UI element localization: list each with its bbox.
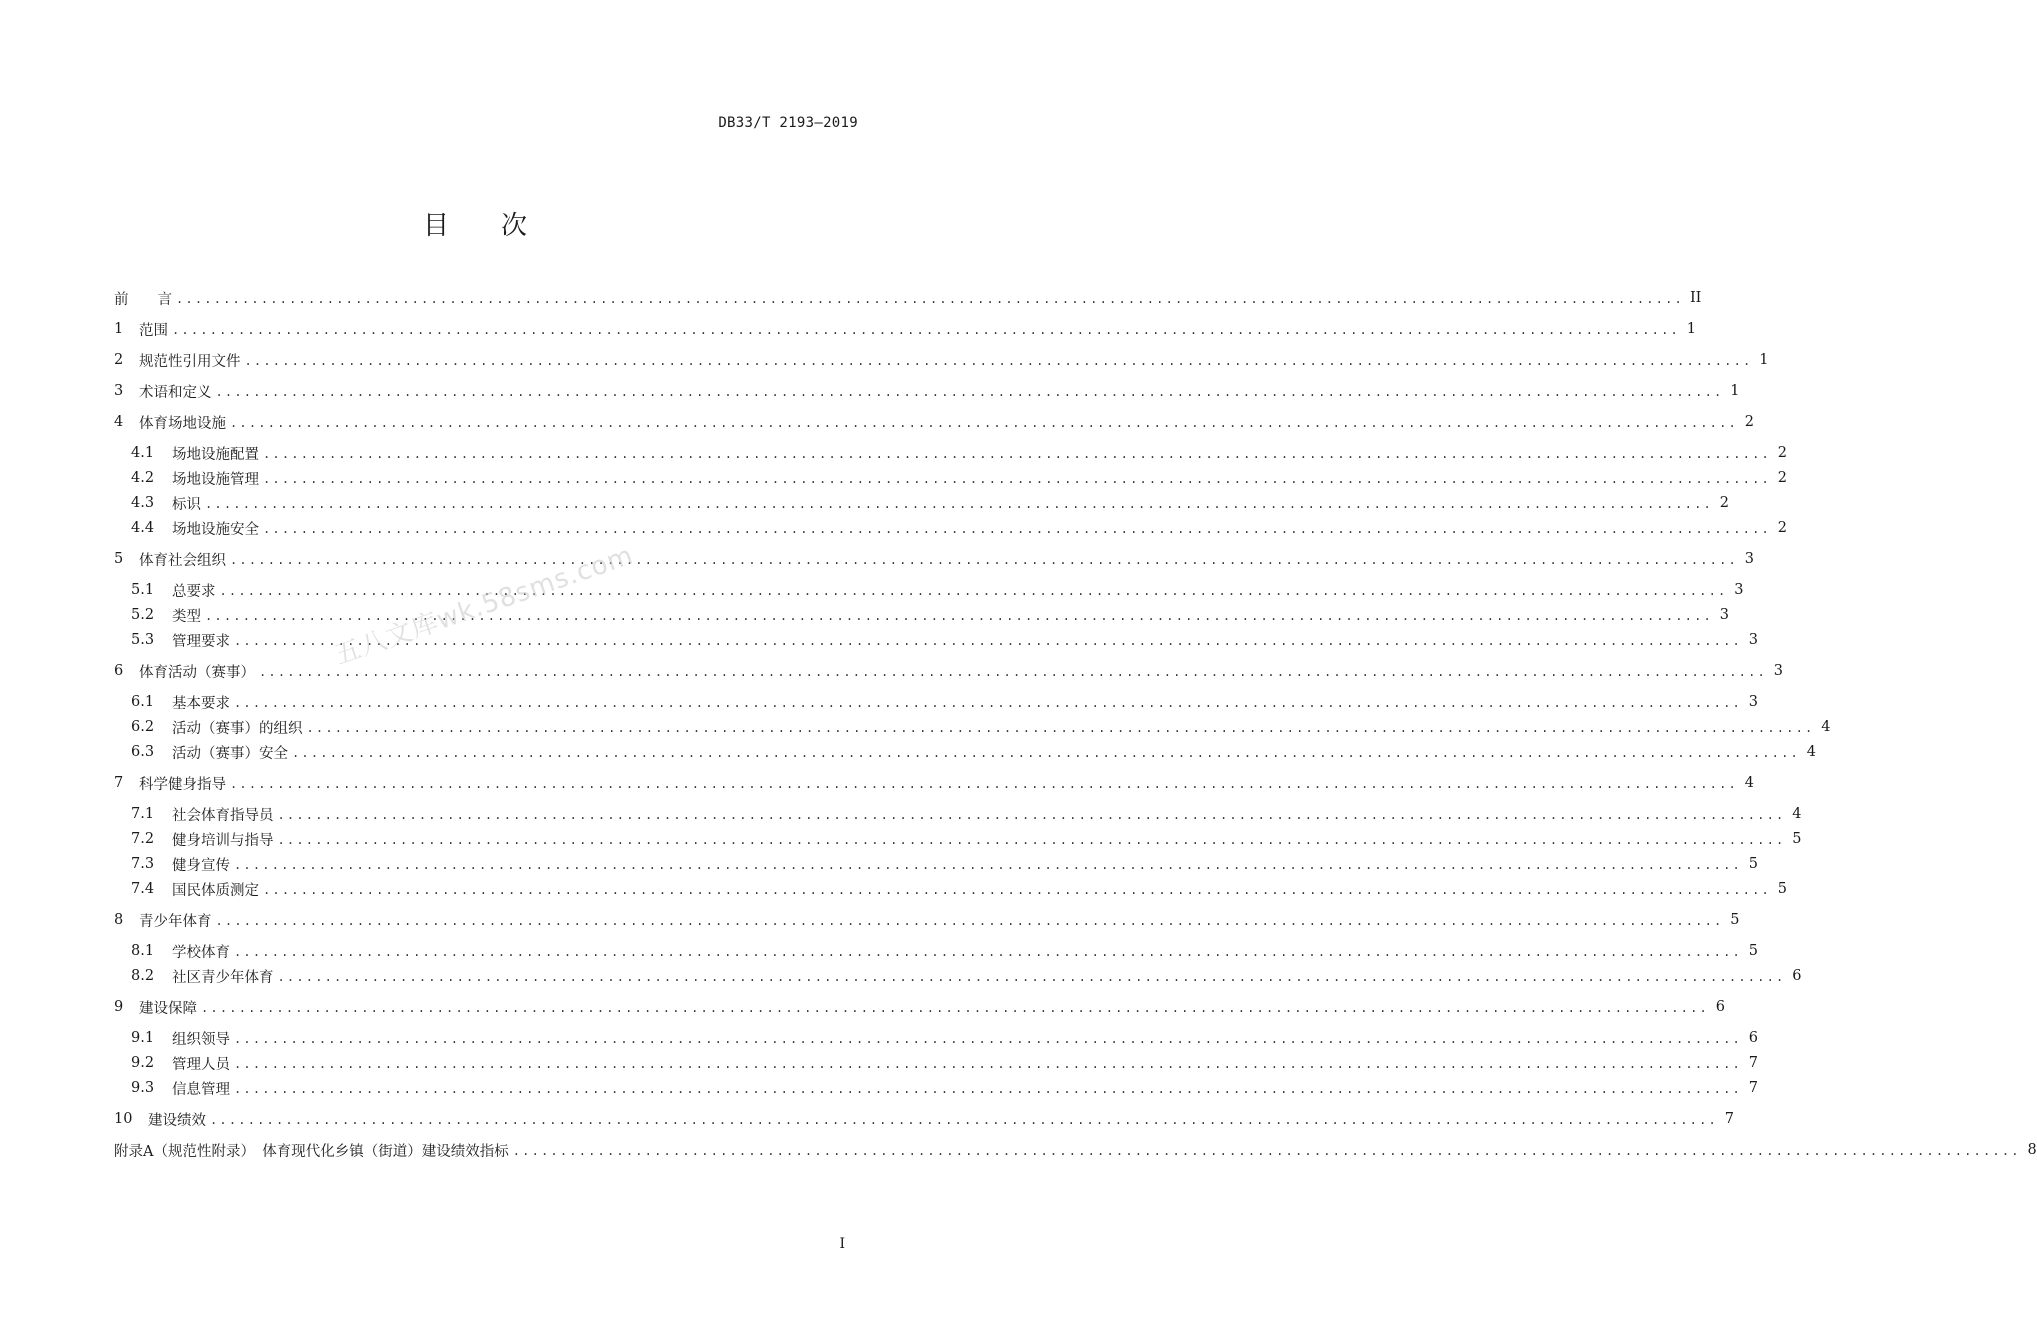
toc-entry[interactable] [131, 691, 1758, 713]
toc-entry-page: 2 [1777, 470, 1787, 486]
toc-entry-title: 术语和定义 [139, 384, 212, 401]
toc-entry-page: 5 [1777, 881, 1787, 897]
title-char-2: 次 [501, 211, 528, 241]
toc-entry-number: 8.2 [131, 968, 155, 984]
toc-entry[interactable] [131, 1052, 1758, 1074]
toc-dot-leader: ................................................................................................................................................................ [230, 777, 1738, 791]
toc-entry-page: 3 [1773, 663, 1783, 679]
toc-entry-number: 8 [114, 912, 124, 928]
toc-entry-number: 4.4 [131, 520, 155, 536]
toc-entry-page: 1 [1759, 352, 1769, 368]
toc-entry-page: 2 [1744, 414, 1754, 430]
toc-entry-number: 6.2 [131, 719, 155, 735]
toc-entry-title: 社区青少年体育 [172, 969, 274, 986]
toc-entry-number: 4.1 [131, 445, 155, 461]
toc-entry-number: 4.3 [131, 495, 155, 511]
toc-dot-leader: ................................................................................................................................................................ [215, 385, 1724, 399]
toc-entry-page: 1 [1730, 383, 1740, 399]
toc-dot-leader: ................................................................................................................................................................ [230, 553, 1738, 567]
toc-entry[interactable] [114, 996, 1725, 1018]
toc-entry-title: 国民体质测定 [172, 882, 259, 899]
toc-entry-page: II [1689, 290, 1702, 306]
toc-entry[interactable] [114, 318, 1696, 340]
toc-entry-page: 5 [1748, 856, 1758, 872]
toc-entry[interactable] [131, 716, 1831, 738]
toc-entry-number: 9 [114, 999, 124, 1015]
toc-entry-title: 青少年体育 [139, 913, 212, 930]
toc-dot-leader: ................................................................................................................................................................ [263, 522, 1771, 536]
toc-entry-number: 9.1 [131, 1030, 155, 1046]
toc-entry-number: 6.3 [131, 744, 155, 760]
toc-dot-leader: ................................................................................................................................................................ [263, 472, 1771, 486]
toc-entry[interactable] [114, 349, 1769, 371]
toc-entry-title: 社会体育指导员 [172, 807, 274, 824]
toc-dot-leader: ................................................................................................................................................................ [234, 858, 1742, 872]
toc-entry-title: 健身宣传 [172, 857, 230, 874]
toc-dot-leader: ................................................................................................................................................................ [263, 883, 1771, 897]
toc-entry-number: 7.2 [131, 831, 155, 847]
toc-entry[interactable] [131, 741, 1816, 763]
toc-entry[interactable] [114, 909, 1740, 931]
toc-entry-page: 5 [1792, 831, 1802, 847]
toc-entry-number: 7.4 [131, 881, 155, 897]
toc-entry-title: 场地设施安全 [172, 521, 259, 538]
toc-entry[interactable] [131, 629, 1758, 651]
toc-entry[interactable] [114, 380, 1740, 402]
toc-dot-leader: ................................................................................................................................................................ [210, 1113, 1718, 1127]
toc-dot-leader: ................................................................................................................................................................ [512, 1144, 2021, 1158]
toc-entry-page: 1 [1686, 321, 1696, 337]
toc-entry[interactable] [131, 965, 1802, 987]
toc-entry-title: 建设保障 [139, 1000, 197, 1017]
toc-entry-page: 7 [1748, 1080, 1758, 1096]
toc-entry-page: 7 [1748, 1055, 1758, 1071]
toc-dot-leader: ................................................................................................................................................................ [176, 292, 1684, 306]
watermark: 五八文库wk.58sms.com [330, 540, 638, 672]
toc-entry-number: 7.1 [131, 806, 155, 822]
title-char-1: 目 [422, 211, 449, 241]
toc-entry-number: 5 [114, 551, 124, 567]
toc-entry-title: 场地设施管理 [172, 471, 259, 488]
toc-entry[interactable] [114, 548, 1754, 570]
toc-entry-page: 8 [2027, 1142, 2037, 1158]
toc-entry-title: 基本要求 [172, 695, 230, 712]
toc-dot-leader: ................................................................................................................................................................ [205, 497, 1713, 511]
toc-dot-leader: ................................................................................................................................................................ [263, 447, 1771, 461]
toc-entry[interactable] [131, 442, 1787, 464]
toc-entry-title: 健身培训与指导 [172, 832, 274, 849]
toc-dot-leader: ................................................................................................................................................................ [172, 323, 1680, 337]
toc-dot-leader: ................................................................................................................................................................ [234, 945, 1742, 959]
toc-entry-page: 3 [1744, 551, 1754, 567]
toc-entry-page: 5 [1748, 943, 1758, 959]
toc-dot-leader: ................................................................................................................................................................ [230, 416, 1738, 430]
toc-entry[interactable] [131, 853, 1758, 875]
toc-dot-leader: ................................................................................................................................................................ [219, 584, 1728, 598]
toc-entry-title: 前 言 [114, 291, 172, 308]
toc-entry-page: 6 [1748, 1030, 1758, 1046]
toc-entry-number: 9.2 [131, 1055, 155, 1071]
toc-dot-leader: ................................................................................................................................................................ [277, 808, 1786, 822]
toc-dot-leader: ................................................................................................................................................................ [292, 746, 1800, 760]
toc-entry-title: 类型 [172, 608, 201, 625]
toc-entry-page: 3 [1748, 694, 1758, 710]
toc-entry-title: 标识 [172, 496, 201, 513]
toc-entry-title: 体育场地设施 [139, 415, 226, 432]
toc-dot-leader: ................................................................................................................................................................ [234, 1032, 1742, 1046]
toc-dot-leader: ................................................................................................................................................................ [259, 665, 1767, 679]
toc-entry-page: 6 [1715, 999, 1725, 1015]
toc-entry-number: 5.1 [131, 582, 155, 598]
toc-entry-page: 7 [1724, 1111, 1734, 1127]
toc-entry[interactable] [131, 803, 1802, 825]
toc-entry-title: 管理人员 [172, 1056, 230, 1073]
toc-dot-leader: ................................................................................................................................................................ [205, 609, 1713, 623]
toc-entry-title: 学校体育 [172, 944, 230, 961]
toc-entry-number: 7 [114, 775, 124, 791]
toc-entry[interactable] [131, 1027, 1758, 1049]
toc-entry-number: 7.3 [131, 856, 155, 872]
toc-entry[interactable] [131, 517, 1787, 539]
toc-entry-page: 2 [1777, 445, 1787, 461]
toc-dot-leader: ................................................................................................................................................................ [234, 634, 1742, 648]
toc-entry[interactable] [114, 1108, 1734, 1130]
toc-entry-page: 2 [1719, 495, 1729, 511]
toc-dot-leader: ................................................................................................................................................................ [234, 1082, 1742, 1096]
toc-entry-title: 建设绩效 [148, 1112, 206, 1129]
toc-entry[interactable] [114, 772, 1754, 794]
toc-entry-number: 2 [114, 352, 124, 368]
toc-entry-number: 9.3 [131, 1080, 155, 1096]
toc-dot-leader: ................................................................................................................................................................ [277, 970, 1786, 984]
toc-entry-title: 附录A（规范性附录） 体育现代化乡镇（街道）建设绩效指标 [114, 1143, 509, 1160]
toc-entry-number: 1 [114, 321, 124, 337]
toc-dot-leader: ................................................................................................................................................................ [215, 914, 1724, 928]
toc-entry-page: 4 [1744, 775, 1754, 791]
toc-entry-page: 4 [1806, 744, 1816, 760]
toc-entry-page: 4 [1821, 719, 1831, 735]
toc-entry-title: 总要求 [172, 583, 216, 600]
toc-entry-number: 5.3 [131, 632, 155, 648]
toc-dot-leader: ................................................................................................................................................................ [201, 1001, 1709, 1015]
toc-entry[interactable] [114, 660, 1783, 682]
toc-entry-title: 活动（赛事）安全 [172, 745, 288, 762]
toc-entry-title: 规范性引用文件 [139, 353, 241, 370]
toc-entry[interactable] [114, 411, 1754, 433]
toc-entry-title: 场地设施配置 [172, 446, 259, 463]
toc-entry-number: 3 [114, 383, 124, 399]
toc-entry-number: 6 [114, 663, 124, 679]
toc-entry[interactable] [131, 940, 1758, 962]
toc-entry-title: 体育社会组织 [139, 552, 226, 569]
toc-dot-leader: ................................................................................................................................................................ [244, 354, 1753, 368]
toc-entry-number: 6.1 [131, 694, 155, 710]
toc-dot-leader: ................................................................................................................................................................ [234, 696, 1742, 710]
toc-entry-number: 10 [114, 1111, 133, 1127]
toc-dot-leader: ................................................................................................................................................................ [306, 721, 1815, 735]
toc-entry[interactable] [131, 492, 1729, 514]
toc-entry[interactable] [131, 828, 1802, 850]
toc-entry-page: 4 [1792, 806, 1802, 822]
toc-entry-page: 3 [1719, 607, 1729, 623]
toc-entry[interactable] [131, 467, 1787, 489]
toc-entry-page: 2 [1777, 520, 1787, 536]
toc-entry-title: 组织领导 [172, 1031, 230, 1048]
toc-entry-number: 4.2 [131, 470, 155, 486]
toc-entry-title: 信息管理 [172, 1081, 230, 1098]
toc-entry-title: 管理要求 [172, 633, 230, 650]
toc-entry-number: 5.2 [131, 607, 155, 623]
toc-entry-number: 4 [114, 414, 124, 430]
page-number: I [839, 1236, 845, 1252]
toc-entry-page: 3 [1734, 582, 1744, 598]
toc-entry-number: 8.1 [131, 943, 155, 959]
document-code: DB33/T 2193—2019 [718, 115, 858, 131]
toc-entry-title: 体育活动（赛事） [139, 664, 255, 681]
toc-entry-page: 5 [1730, 912, 1740, 928]
toc-entry-page: 6 [1792, 968, 1802, 984]
toc-entry[interactable] [131, 1077, 1758, 1099]
toc-entry[interactable] [114, 1139, 2037, 1161]
toc-entry-title: 范围 [139, 322, 168, 339]
toc-entry-title: 活动（赛事）的组织 [172, 720, 303, 737]
toc-entry-page: 3 [1748, 632, 1758, 648]
toc-dot-leader: ................................................................................................................................................................ [234, 1057, 1742, 1071]
toc-entry-title: 科学健身指导 [139, 776, 226, 793]
toc-dot-leader: ................................................................................................................................................................ [277, 833, 1786, 847]
toc-entry[interactable] [114, 287, 1702, 309]
toc-entry[interactable] [131, 878, 1787, 900]
